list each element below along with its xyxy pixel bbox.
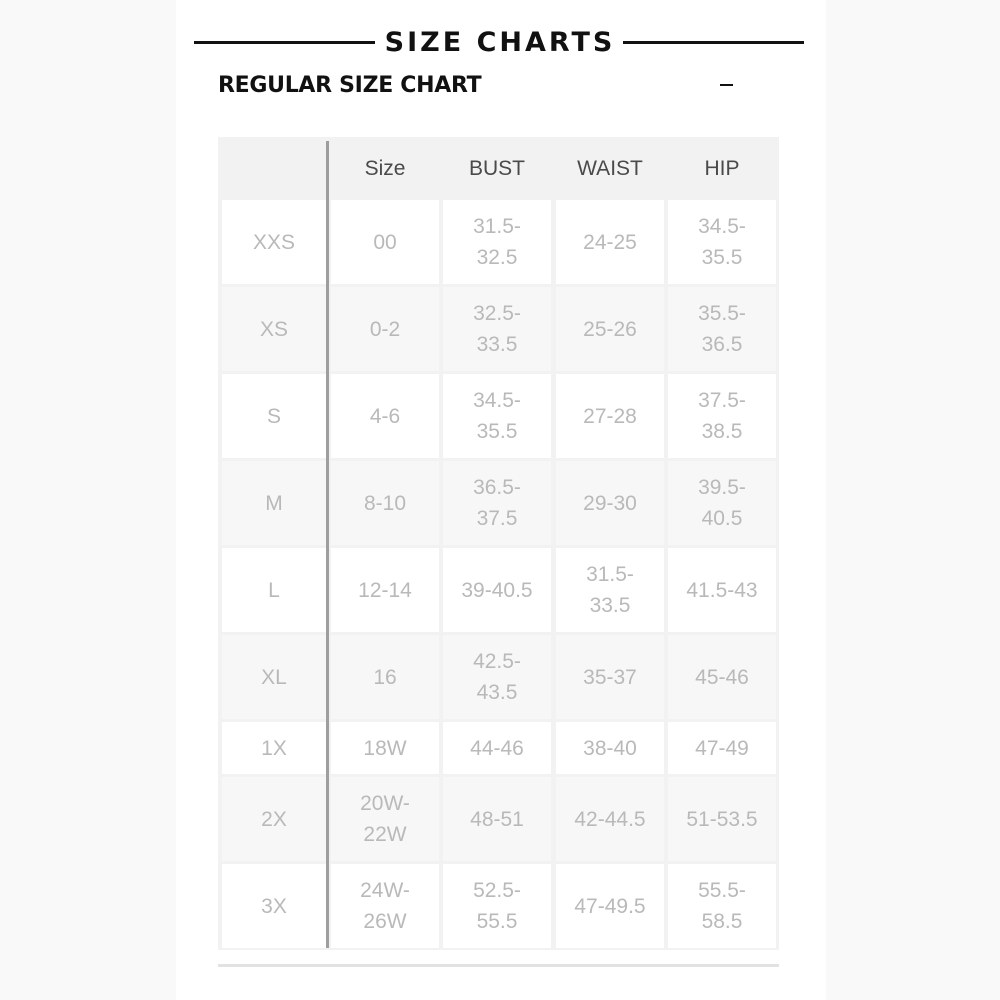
waist-cell: 29-30 <box>556 461 664 545</box>
section-title: REGULAR SIZE CHART <box>218 73 482 98</box>
table-row <box>218 719 779 777</box>
size-cell: 16 <box>331 635 439 719</box>
hip-cell: 35.5- 36.5 <box>668 287 776 371</box>
size-charts-heading <box>194 22 804 62</box>
table-row <box>218 632 779 722</box>
bust-cell: 39-40.5 <box>443 548 551 632</box>
collapse-button[interactable] <box>712 70 740 100</box>
waist-cell: 31.5- 33.5 <box>556 548 664 632</box>
hip-cell: 51-53.5 <box>668 777 776 861</box>
page-title: SIZE CHARTS <box>384 26 616 58</box>
bust-cell: 31.5- 32.5 <box>443 200 551 284</box>
heading-rule-left <box>194 41 375 44</box>
minus-icon <box>720 84 733 86</box>
label-cell: XXS <box>222 200 326 284</box>
waist-cell: 47-49.5 <box>556 864 664 948</box>
bust-cell: 52.5- 55.5 <box>443 864 551 948</box>
table-row <box>218 371 779 461</box>
size-cell: 18W <box>331 722 439 774</box>
waist-cell: 24-25 <box>556 200 664 284</box>
hip-cell: 47-49 <box>668 722 776 774</box>
header-size-cell: Size <box>331 140 439 197</box>
size-cell: 12-14 <box>331 548 439 632</box>
hip-cell: 55.5- 58.5 <box>668 864 776 948</box>
waist-cell: 38-40 <box>556 722 664 774</box>
bust-cell: 42.5- 43.5 <box>443 635 551 719</box>
bust-cell: 34.5- 35.5 <box>443 374 551 458</box>
size-chart-table <box>218 137 779 950</box>
label-cell: XS <box>222 287 326 371</box>
bust-cell: 32.5- 33.5 <box>443 287 551 371</box>
size-cell: 24W- 26W <box>331 864 439 948</box>
size-cell: 4-6 <box>331 374 439 458</box>
hip-cell: 34.5- 35.5 <box>668 200 776 284</box>
label-cell: L <box>222 548 326 632</box>
waist-cell: 35-37 <box>556 635 664 719</box>
label-cell: 3X <box>222 864 326 948</box>
hip-cell: 37.5- 38.5 <box>668 374 776 458</box>
bust-cell: 44-46 <box>443 722 551 774</box>
table-row <box>218 458 779 548</box>
label-cell: S <box>222 374 326 458</box>
hip-cell: 41.5-43 <box>668 548 776 632</box>
table-row <box>218 774 779 864</box>
table-row <box>218 197 779 287</box>
label-cell: M <box>222 461 326 545</box>
label-cell: XL <box>222 635 326 719</box>
table-row <box>218 545 779 635</box>
header-label-cell <box>222 140 326 197</box>
column-divider <box>326 141 329 948</box>
heading-rule-right <box>623 41 804 44</box>
waist-cell: 42-44.5 <box>556 777 664 861</box>
waist-cell: 27-28 <box>556 374 664 458</box>
hip-cell: 45-46 <box>668 635 776 719</box>
header-waist-cell: WAIST <box>556 140 664 197</box>
bust-cell: 36.5- 37.5 <box>443 461 551 545</box>
hip-cell: 39.5- 40.5 <box>668 461 776 545</box>
waist-cell: 25-26 <box>556 287 664 371</box>
header-bust-cell: BUST <box>443 140 551 197</box>
size-cell: 20W- 22W <box>331 777 439 861</box>
label-cell: 1X <box>222 722 326 774</box>
label-cell: 2X <box>222 777 326 861</box>
size-cell: 00 <box>331 200 439 284</box>
bust-cell: 48-51 <box>443 777 551 861</box>
table-row <box>218 861 779 951</box>
header-hip-cell: HIP <box>668 140 776 197</box>
size-cell: 8-10 <box>331 461 439 545</box>
bottom-divider <box>218 964 779 967</box>
table-header-row <box>218 137 779 200</box>
table-row <box>218 284 779 374</box>
size-cell: 0-2 <box>331 287 439 371</box>
